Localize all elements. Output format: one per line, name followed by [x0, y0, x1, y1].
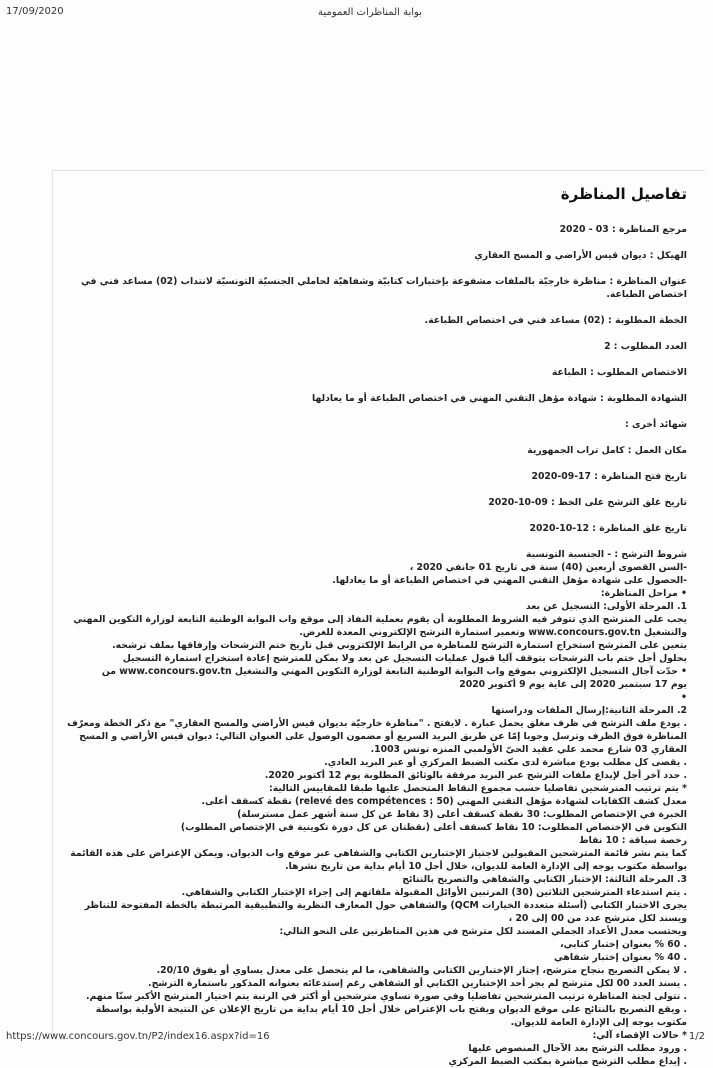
contest-details	[55, 180, 687, 1068]
condition-line: . 40 % بعنوان إختبار شفاهي	[554, 952, 687, 963]
condition-line: والتشغيل www.concours.gov.tn وتعمير استمارة الترشح الإلكتروني المعدة للغرض.	[299, 627, 687, 638]
condition-line: مكتوب يوجه إلى الإدارة العامة للديوان.	[510, 1017, 687, 1028]
condition-line: كما يتم نشر قائمة المترشحين المقبولين لاجتياز الإختبارين الكتابي والشفاهي عبر موقع واب الديوان. ويمكن الإعتراض على هذه القائمة	[70, 848, 687, 859]
condition-line: •	[681, 692, 687, 703]
condition-line: معدل كشف الكفايات لشهادة مؤهل التقني المهني (50 : relevé des compétences) نقطة كسقف أعلى.	[201, 796, 687, 807]
condition-line: . إيداع مطلب الترشح مباشرة بمكتب الضبط المركزي	[448, 1056, 687, 1067]
print-date: 17/09/2020	[6, 6, 64, 17]
condition-line: . يتم استدعاء المترشحين الثلاثين (30) المرتبين الأوائل المقبولة ملفاتهم إلى إجراء الإختبار الكتابي والشفاهي.	[181, 887, 687, 898]
condition-line: رخصة سياقة : 10 نقاط	[579, 835, 687, 846]
condition-line: • حدّت آجال التسجيل الإلكتروني بموقع واب البوابة الوطنية التابعة لوزارة التكوين المهني والتشغيل www.concours.gov.tn من	[101, 666, 687, 677]
condition-line: 2. المرحلة الثانية:إرسال الملفات ودراستها	[491, 705, 687, 716]
condition-line: • مراحل المناظرة:	[600, 588, 687, 599]
condition-line: . حدد آخر أجل لإيداع ملفات الترشح عبر البريد مرفقة بالوثائق المطلوبة يوم 12 أكتوبر 2020.	[264, 770, 687, 781]
condition-line: الخبرة في الإختصاص المطلوب: 30 نقطة كسقف أعلى (3 نقاط عن كل سنة أشهر عمل مسترسلة)	[237, 809, 687, 820]
page-number: 1/2	[688, 1031, 705, 1042]
conditions-section	[55, 548, 687, 1068]
condition-line: 3. المرحلة الثالثة: الإختبار الكتابي والشفاهي والتصريح بالنتائج	[402, 874, 687, 885]
condition-line: * حالات الإقصاء آلي:	[592, 1030, 687, 1041]
site-title: بوابة المناظرات العمومية	[318, 7, 422, 18]
condition-line: يوم 17 سبتمبر 2020 إلى غاية يوم 9 أكتوبر 2020	[459, 679, 687, 690]
condition-line: * يتم ترتيب المترشحين تفاضليا حسب مجموع النقاط المتحصل عليها طبقا للمقاييس التالية:	[269, 783, 687, 794]
condition-line: يجرى الاختبار الكتابي (أسئلة متعددة الخيارات QCM) والشفاهي حول المعارف النظرية والتطبيقية المرتبطة بالخطة المفتوحة للتناظر	[84, 900, 687, 911]
field-count: العدد المطلوب : 2	[604, 341, 687, 352]
condition-line: . ويقع التصريح بالنتائج على موقع الديوان ويفتح باب الإعتراض خلال أجل 10 أيام بداية من تاريخ الإعلان عن النتيجة الأولية بواسطة	[95, 1004, 687, 1015]
condition-line: . لا يمكن التصريح بنجاح مترشح، إجتاز الإختبارين الكتابي والشفاهي، ما لم يتحصل على معدل يساوي أو يفوق 20/10.	[156, 965, 687, 976]
condition-line: ويسند لكل مترشح عدد من 00 إلى 20 ،	[508, 913, 687, 924]
condition-line: 1. المرحلة الأولى: التسجيل عن بعد	[525, 601, 687, 612]
field-online-close-date: تاريخ غلق الترشح على الخط : 09-10-2020	[488, 497, 687, 508]
field-workplace: مكان العمل : كامل تراب الجمهورية	[527, 445, 687, 456]
condition-line: . 60 % بعنوان إختبار كتابي،	[560, 939, 687, 950]
field-diploma: الشهادة المطلوبة : شهادة مؤهل التقني المهني في اختصاص الطباعة أو ما يعادلها	[312, 393, 687, 404]
condition-line: -الحصول على شهادة مؤهل التقني المهني في اختصاص الطباعة أو ما يعادلها.	[332, 575, 687, 586]
condition-line: بواسطة مكتوب يوجه إلى الإدارة العامة للديوان، خلال أجل 10 أيام بداية من تاريخ نشرها.	[285, 861, 687, 872]
field-open-date: تاريخ فتح المناظرة : 17-09-2020	[531, 471, 687, 482]
field-specialty: الاختصاص المطلوب : الطباعة	[551, 367, 687, 378]
field-reference: مرجع المناظرة : 03 - 2020	[559, 224, 687, 235]
field-position: الخطة المطلوبة : (02) مساعد فني في اختصاص الطباعة.	[424, 315, 687, 326]
condition-line: . ورود مطلب الترشح بعد الآجال المنصوص عليها	[468, 1043, 687, 1054]
condition-line: المناظرة فوق الظرف وترسل وجوبا إمّا عن طريق البريد السريع أو مضمون الوصول على العنوان التالي: ديوان قيس الأراضي و المسح	[79, 731, 687, 742]
field-organization: الهيكل : ديوان قيس الأراضي و المسح العقاري	[474, 250, 687, 261]
page-url: https://www.concours.gov.tn/P2/index16.aspx?id=16	[6, 1031, 270, 1042]
condition-line: يجب على المترشح الذي تتوفر فيه الشروط المطلوبة أن يقوم بعملية النفاذ إلى موقع واب البوابة الوطنية التابعة لوزارة التكوين المهني	[73, 614, 687, 625]
condition-line: التكوين في الإختصاص المطلوب: 10 نقاط كسقف أعلى (نقطتان عن كل دورة تكوينية في الإختصاص المطلوب)	[180, 822, 687, 833]
condition-line: العقاري 03 شارع محمد علي عقيد الحيّ الأولمبي المنزه تونس 1003.	[370, 744, 687, 755]
condition-line: . يقصى كل مطلب يودع مباشرة لدى مكتب الضبط المركزي أو عبر البريد العادي.	[324, 757, 687, 768]
condition-line: ويحتسب معدل الأعداد الجملي المسند لكل مترشح في هذين المناظرتين على النحو التالي:	[279, 926, 687, 937]
page-title: تفاصيل المناظرة	[560, 185, 687, 203]
condition-line: بحلول أجل ختم باب الترشحات يتوقف آليا قبول عمليات التسجيل عن بعد ولا يمكن للمترشح إعادة استخراج استمارة التسجيل	[122, 653, 687, 664]
field-contest-title: عنوان المناظرة : مناظرة خارجيّة بالملفات مشفوعة بإختبارات كتابيّة وشفاهيّة لحاملي الجنسيّة التونسيّة لانتداب (02) مساعد فني في اختصاص الطباعة.	[81, 276, 687, 300]
condition-line: . تتولى لجنة المناظرة ترتيب المترشحين تفاضليا وفي صورة تساوي مترشحين أو أكثر في الرتبة يتم اختيار المترشح الأكبر سنّا منهم.	[85, 991, 687, 1002]
condition-line: شروط الترشح : - الجنسية التونسية	[526, 549, 687, 560]
condition-line: يتعين على المترشح استخراج استمارة الترشح للمناظرة من الرابط الإلكتروني قبل تاريخ ختم الترشحات وإرفاقها بملف ترشحه.	[112, 640, 687, 651]
condition-line: . يسند العدد 00 لكل مترشح لم يجر أحد الإختبارين الكتابي أو الشفاهي رغم إستدعائه بعنوانه المذكور باستمارة الترشح.	[148, 978, 687, 989]
condition-line: . يودع ملف الترشح في ظرف مغلق يحمل عبارة . لايفتح . "مناظرة خارجيّة بديوان قيس الأراضي والمسح العقاري" مع ذكر الخطة ومعرّف	[67, 718, 687, 729]
field-other-diplomas: شهائد أخرى :	[624, 419, 687, 430]
condition-line: -السن القصوى أربعين (40) سنة في تاريخ 01 جانفي 2020 ،	[409, 562, 687, 573]
field-close-date: تاريخ غلق المناظرة : 12-10-2020	[529, 523, 687, 534]
